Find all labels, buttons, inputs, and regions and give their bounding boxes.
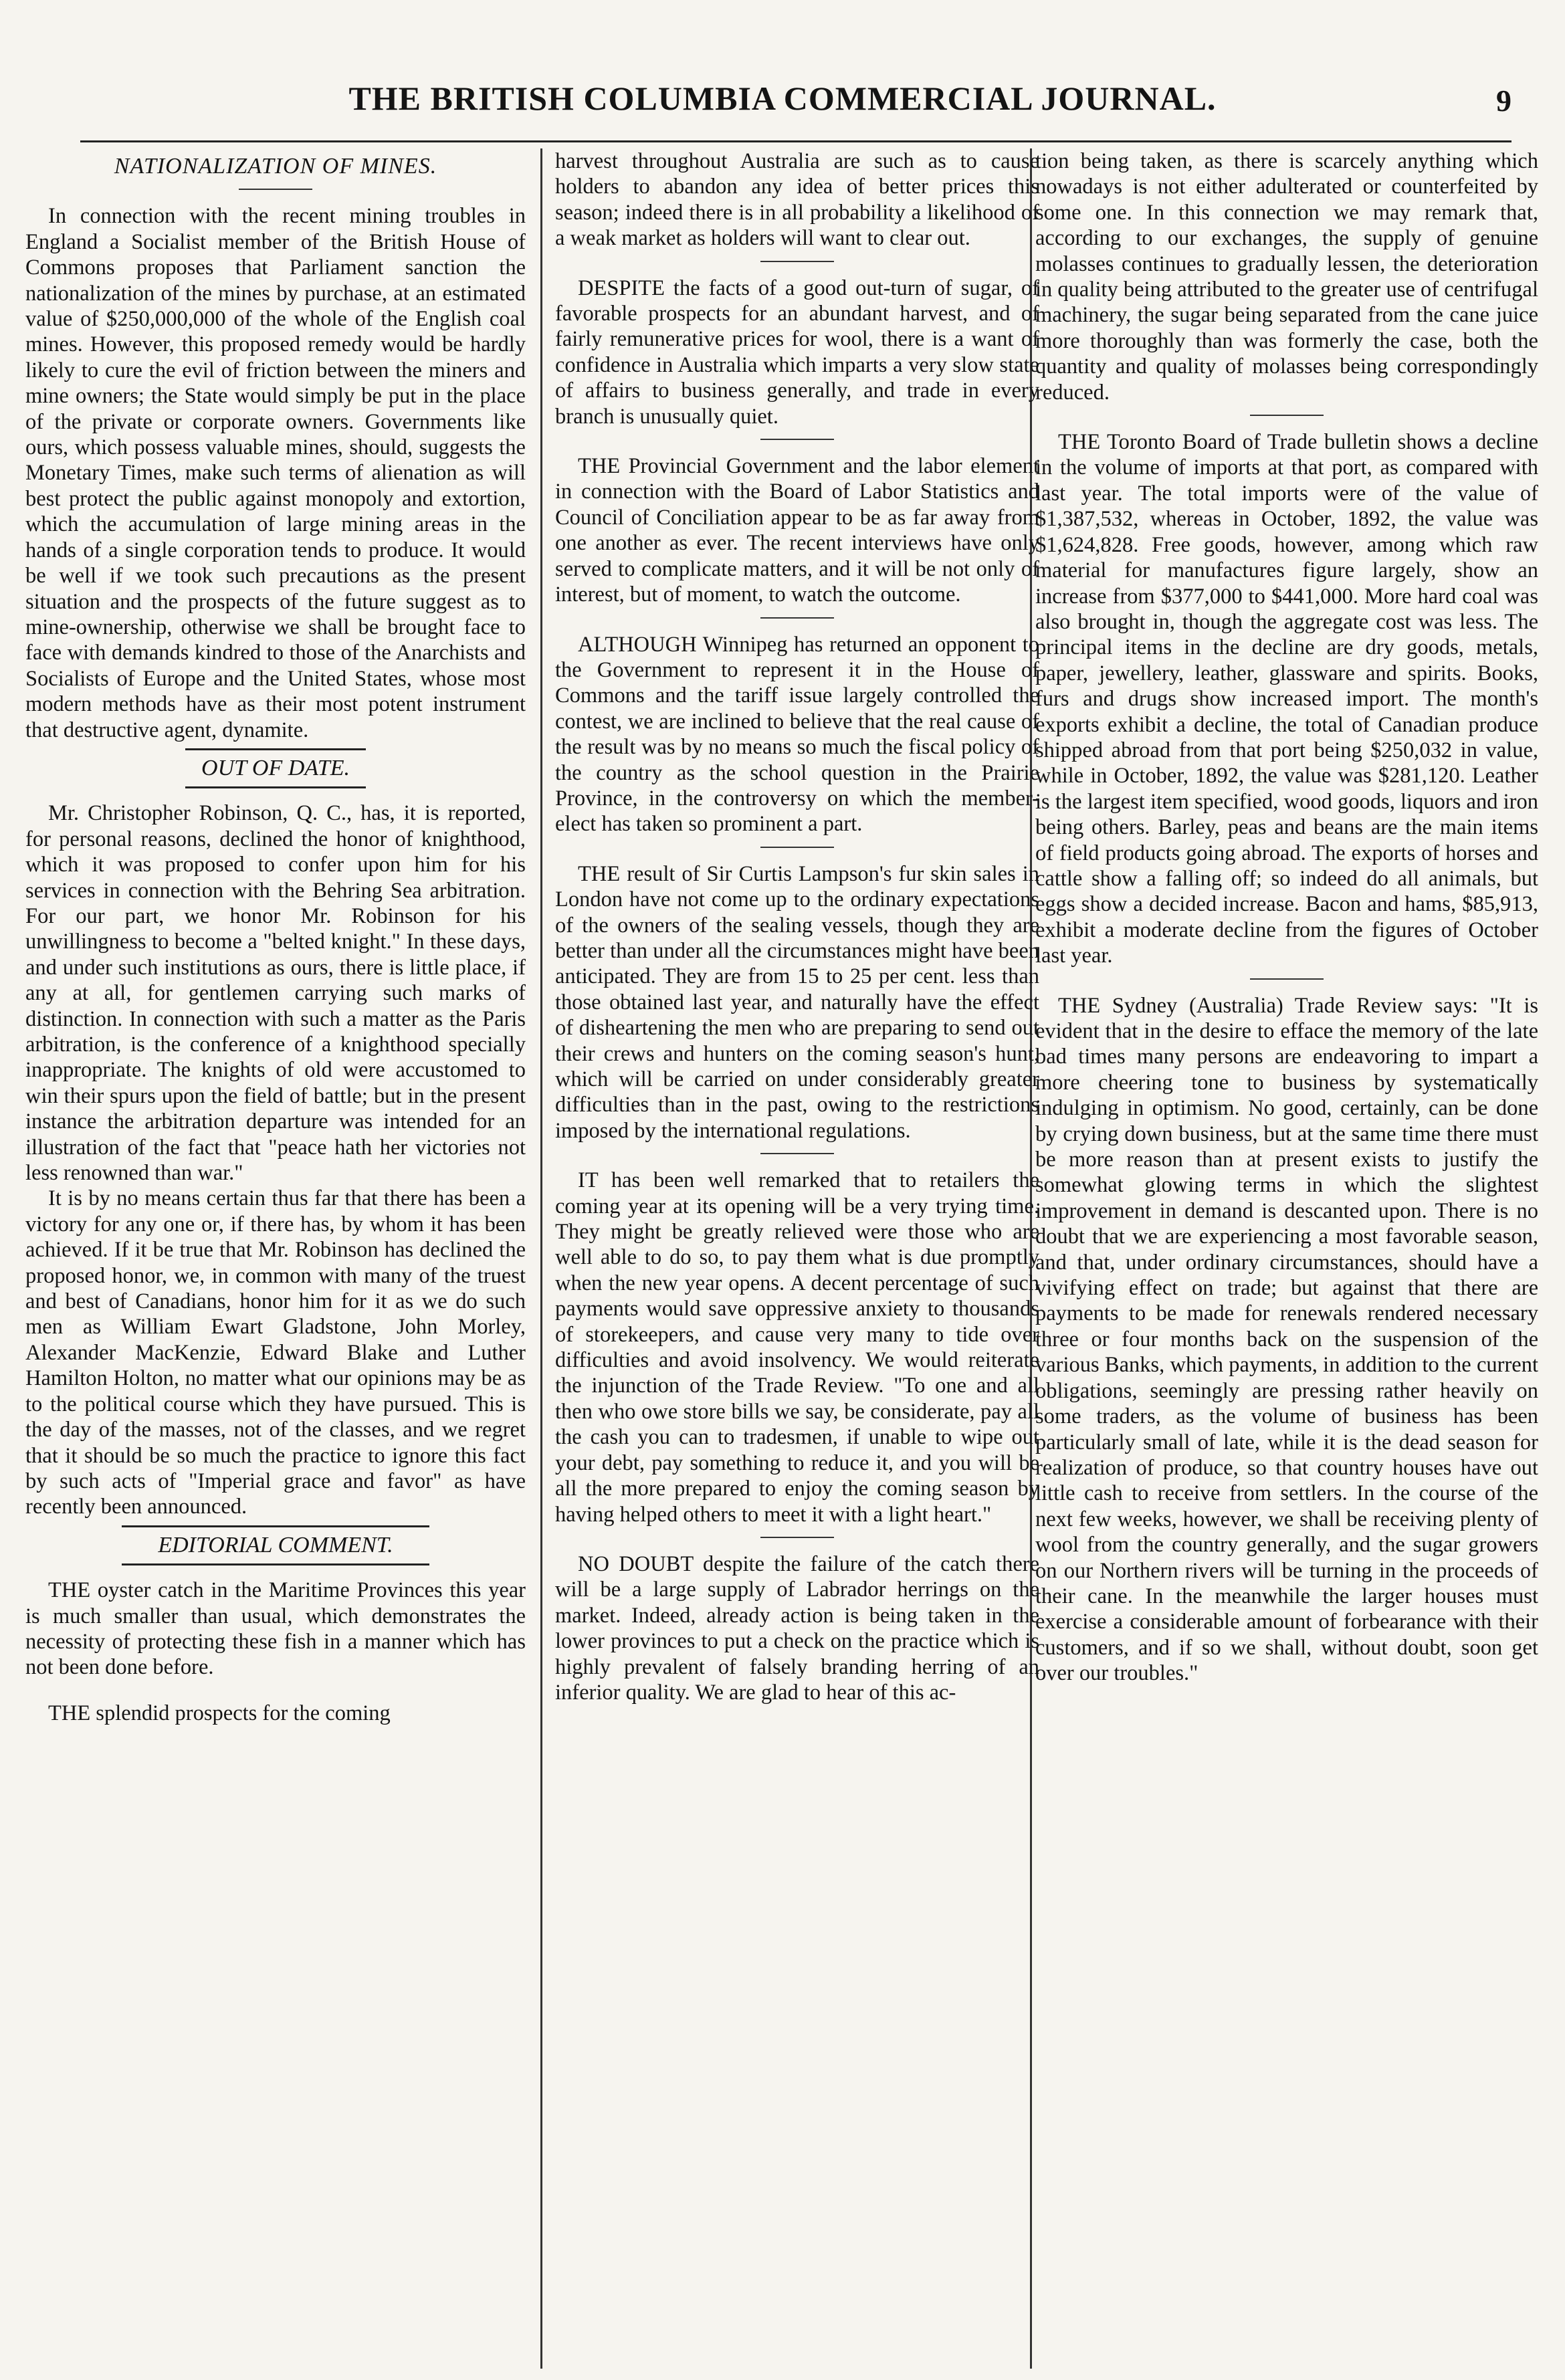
short-rule — [760, 1537, 834, 1538]
article-paragraph: THE result of Sir Curtis Lampson's fur skin sales in London have not come up to the ordinary expectations of the owners of the sealing vessels, though they are better than under all the circumstances might have been anticipated. They are from 15 to 25 per cent. less than those obtained last year, and naturally have the effect of disheartening the men who are preparing to send out their crews and hunters on the coming season's hunt, which will be carried on under considerably greater difficulties than in the past, owing to the restrictions imposed by the international regulations. — [555, 861, 1039, 1143]
header-rule — [80, 140, 1511, 142]
short-rule — [760, 439, 834, 440]
journal-title: THE BRITISH COLUMBIA COMMERCIAL JOURNAL. — [348, 80, 1217, 117]
short-rule — [1250, 978, 1324, 980]
column-2 — [555, 148, 1039, 2355]
page-number: 9 — [1496, 84, 1511, 118]
short-rule — [760, 261, 834, 262]
article-paragraph: THE Sydney (Australia) Trade Review says: "It is evident that in the desire to efface the memory of the late bad times many persons are endeavoring to impart a more cheering tone to business by systematically indulging in optimism. No good, certainly, can be done by crying down business, but at the same time there must be more reason than at present exists to justify the somewhat glowing terms in which the slightest improvement in demand is descanted upon. There is no doubt that we are experiencing a most favorable season, and that, under ordinary circumstances, should have a vivifying effect on trade; but against that there are payments to be made for renewals rendered necessary three or four months back on the suspension of the various Banks, which payments, in addition to the current obligations, seemingly are pressing rather heavily on some traders, as the volume of business has been particularly small of late, while it is the dead season for realization of produce, so that country houses have out little cash to receive from settlers. In the course of the next few weeks, however, we shall be receiving plenty of wool from the country generally, and the sugar growers on our Northern rivers will be turning in the proceeds of their cane. In the meanwhile the larger houses must exercise a considerable amount of forbearance with their customers, and if so we shall, without doubt, soon get over our troubles." — [1035, 993, 1538, 1686]
article-paragraph: THE Toronto Board of Trade bulletin shows a decline in the volume of imports at that port, as compared with last year. The total imports were of the value of $1,387,532, whereas in October, 1892, the value was $1,624,828. Free goods, however, among which raw material for manufactures figure largely, show an increase from $377,000 to $441,000. More hard coal was also brought in, though the aggregate cost was less. The principal items in the decline are dry goods, metals, paper, jewellery, leather, glassware and spirits. Books, furs and drugs show increased import. The month's exports exhibit a decline, the total of Canadian produce shipped abroad from that port being $250,032 in value, while in October, 1892, the value was $281,120. Leather is the largest item specified, wood goods, liquors and iron being others. Barley, peas and beans are the main items of field products going abroad. The exports of horses and cattle show a falling off; so indeed do all animals, but eggs show a decided increase. Bacon and hams, $85,913, exhibit a moderate decline from the figures of October last year. — [1035, 430, 1538, 968]
short-rule — [760, 1153, 834, 1154]
article-paragraph: harvest throughout Australia are such as to cause holders to abandon any idea of better prices this season; indeed there is in all probability a likelihood of a weak market as holders will want to clear out. — [555, 149, 1039, 251]
page-header — [0, 79, 1565, 126]
article-paragraph: ALTHOUGH Winnipeg has returned an opponent to the Government to represent it in the House of Commons and the tariff issue largely controlled the contest, we are inclined to believe that the real cause of the result was by no means so much the fiscal policy of the country as the school question in the Prairie Province, in the controversy on which the member-elect has taken so prominent a part. — [555, 632, 1039, 837]
short-rule — [760, 847, 834, 848]
article-paragraph: IT has been well remarked that to retailers the coming year at its opening will be a very trying time. They might be greatly relieved were those who are well able to do so, to pay them what is due promptly when the new year opens. A decent percentage of such payments would save oppressive anxiety to thousands of storekeepers, and cause very many to tide over difficulties and avoid insolvency. We would reiterate the injunction of the Trade Review. "To one and all then who owe store bills we say, be considerate, pay all the cash you can to tradesmen, if unable to wipe out your debt, pay something to reduce it, and you will be all the more prepared to enjoy the coming season by having helped others to meet it with a light heart." — [555, 1168, 1039, 1527]
column-divider — [540, 148, 542, 2369]
article-paragraph: THE splendid prospects for the coming — [48, 1701, 391, 1725]
column-3 — [1035, 148, 1538, 2355]
spacer — [25, 1681, 526, 1701]
article-heading: EDITORIAL COMMENT. — [122, 1525, 429, 1565]
article-heading: OUT OF DATE. — [185, 748, 366, 788]
article-paragraph: THE Provincial Government and the labor element in connection with the Board of Labor Statistics and Council of Conciliation appear to be as far away from one another as ever. The recent interviews have only served to complicate matters, and it will be not only of interest, but of moment, to watch the outcome. — [555, 454, 1039, 607]
article-paragraph: It is by no means certain thus far that there has been a victory for any one or, if there has, by whom it has been achieved. If it be true that Mr. Robinson has declined the proposed honor, we, in common with many of the truest and best of Canadians, honor him for it as we do such men as William Ewart Gladstone, John Morley, Alexander MacKenzie, Edward Blake and Luther Hamilton Holton, no matter what our opinions may be as to the political course which they have pursued. This is the day of the masses, not of the classes, and we regret that it should be so much the practice to ignore this fact by such acts of "Imperial grace and favor" as have recently been announced. — [25, 1186, 526, 1519]
short-rule — [760, 617, 834, 619]
article-paragraph: Mr. Christopher Robinson, Q. C., has, it is reported, for personal reasons, declined the honor of knighthood, which it was proposed to confer upon him for his services in connection with the Behring Sea arbitration. For our part, we honor Mr. Robinson for his unwillingness to become a "belted knight." In these days, and under such institutions as ours, there is little place, if any at all, for gentlemen carrying such marks of distinction. In connection with such a matter as the Paris arbitration, is the conference of a knighthood specially inappropriate. The knights of old were accustomed to win their spurs upon the field of battle; but in the present instance the arbitration departure was intended for an illustration of the fact that "peace hath her victories not less renowned than war." — [25, 801, 526, 1186]
article-paragraph: NO DOUBT despite the failure of the catch there will be a large supply of Labrador herrings on the market. Indeed, already action is being taken in the lower provinces to put a check on the practice which is highly prevalent of falsely branding herring of an inferior quality. We are glad to hear of this ac- — [555, 1551, 1039, 1705]
short-rule — [1250, 415, 1324, 416]
column-1 — [25, 148, 526, 2355]
short-rule — [239, 189, 312, 190]
article-paragraph: In connection with the recent mining troubles in England a Socialist member of the British House of Commons proposes that Parliament sanction the nationalization of the mines by purchase, at an estimated value of $250,000,000 of the whole of the English coal mines. However, this proposed remedy would be hardly likely to cure the evil of friction between the miners and mine owners; the State would simply be put in the place of the private or corporate owners. Governments like ours, which possess valuable mines, should, suggests the Monetary Times, make such terms of alienation as will best protect the public against monopoly and extortion, which the accumulation of large mining areas in the hands of a single corporation tends to produce. It would be well if we took such precautions as the present situation and the prospects of the future suggest as to mine-ownership, otherwise we shall be brought face to face with demands kindred to those of the Anarchists and Socialists of Europe and the United States, whose most modern methods have as their most potent instrument that destructive agent, dynamite. — [25, 204, 526, 742]
article-paragraph: DESPITE the facts of a good out-turn of sugar, of favorable prospects for an abundant harvest, and of fairly remunerative prices for wool, there is a want of confidence in Australia which imparts a very slow state of affairs to business generally, and trade in every branch is unusually quiet. — [555, 276, 1039, 429]
article-paragraph: tion being taken, as there is scarcely anything which nowadays is not either adulterated or counterfeited by some one. In this connection we may remark that, according to our exchanges, the supply of genuine molasses continues to gradually lessen, the deterioration in quality being attributed to the greater use of centrifugal machinery, the sugar being separated from the cane juice more thoroughly than was formerly the case, both the quantity and quality of molasses being correspondingly reduced. — [1035, 149, 1538, 405]
article-heading: NATIONALIZATION OF MINES. — [114, 154, 437, 179]
article-paragraph: THE oyster catch in the Maritime Provinces this year is much smaller than usual, which demonstrates the necessity of protecting these fish in a manner which has not been done before. — [25, 1578, 526, 1680]
